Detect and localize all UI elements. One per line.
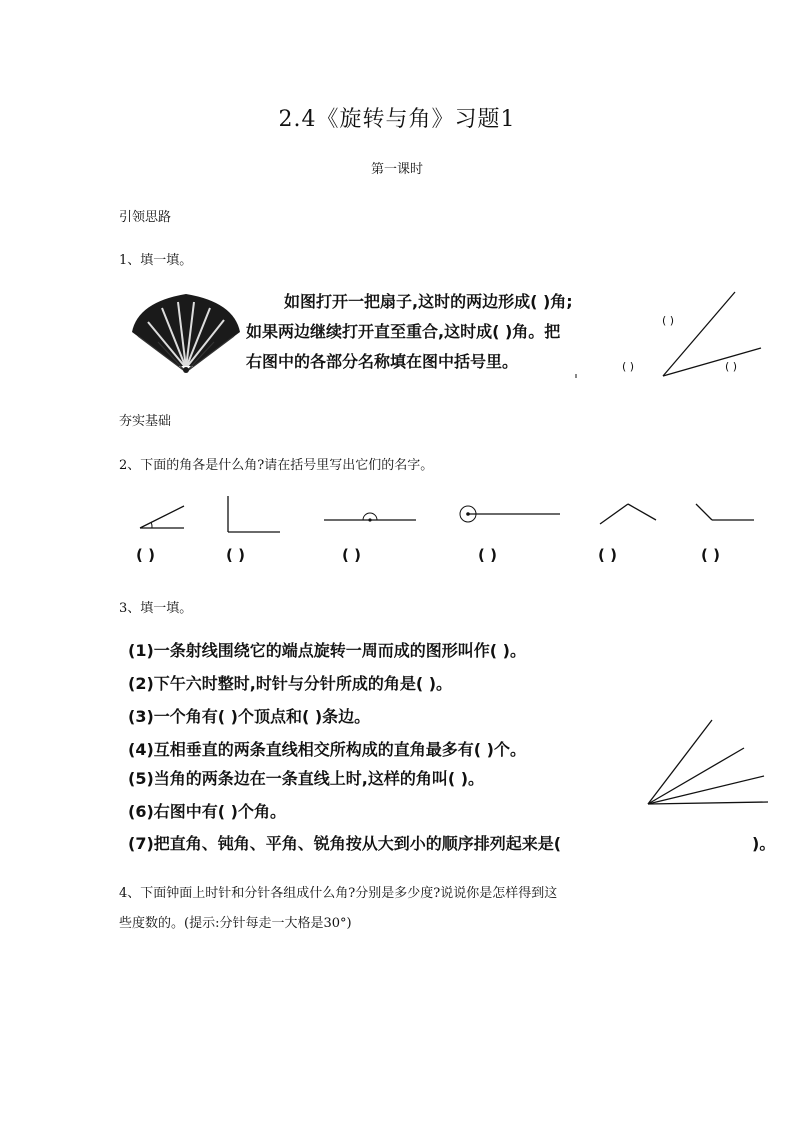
q3-item-7: (7)把直角、钝角、平角、锐角按从大到小的顺序排列起来是( (128, 834, 562, 853)
q1-angle-diagram (575, 290, 775, 380)
q1-text-line2: 如果两边继续打开直至重合,这时成( )角。把 (246, 322, 561, 341)
acute-angle-figure (138, 502, 188, 530)
obtuse-angle-figure-b (694, 500, 756, 526)
section-heading-basics: 夯实基础 (119, 414, 172, 429)
full-angle-figure (456, 502, 562, 528)
q1-label: 1、填一填。 (119, 253, 193, 268)
q2-answer-blank-3[interactable]: ( ) (342, 546, 361, 564)
page-title: 2.4《旋转与角》习题1 (278, 107, 516, 132)
q1-diagram-blank-vertex-side: ( ) (662, 314, 675, 327)
q1-text-line3: 右图中的各部分名称填在图中括号里。 (246, 352, 519, 371)
q3-item-4: (4)互相垂直的两条直线相交所构成的直角最多有( )个。 (128, 740, 526, 759)
right-angle-figure (226, 494, 282, 534)
q2-answer-blank-5[interactable]: ( ) (598, 546, 617, 564)
q1-diagram-blank-side: ( ) (725, 360, 738, 373)
straight-angle-figure (322, 506, 418, 526)
q3-item-1: (1)一条射线围绕它的端点旋转一周而成的图形叫作( )。 (128, 641, 526, 660)
q3-label: 3、填一填。 (119, 601, 193, 616)
q3-item-3: (3)一个角有( )个顶点和( )条边。 (128, 707, 371, 726)
q3-item-6: (6)右图中有( )个角。 (128, 802, 286, 821)
q2-answer-blank-6[interactable]: ( ) (701, 546, 720, 564)
rays-angle-diagram (646, 718, 770, 806)
q3-item-7-end: )。 (752, 834, 776, 853)
section-heading-guide: 引领思路 (119, 210, 172, 225)
q4-text-line1: 4、下面钟面上时针和分针各组成什么角?分别是多少度?说说你是怎样得到这 (119, 886, 558, 901)
q2-answer-blank-2[interactable]: ( ) (226, 546, 245, 564)
q2-answer-blank-1[interactable]: ( ) (136, 546, 155, 564)
q4-text-line2: 些度数的。(提示:分针每走一大格是30°) (119, 916, 352, 931)
q2-answer-blank-4[interactable]: ( ) (478, 546, 497, 564)
q3-item-2: (2)下午六时整时,时针与分针所成的角是( )。 (128, 674, 453, 693)
obtuse-angle-figure-a (598, 500, 658, 528)
q3-item-5: (5)当角的两条边在一条直线上时,这样的角叫( )。 (128, 769, 485, 788)
q1-text-line1: 如图打开一把扇子,这时的两边形成( )角; (284, 292, 573, 311)
fan-illustration (128, 292, 244, 374)
q1-diagram-blank-vertex: ( ) (622, 360, 635, 373)
q2-label: 2、下面的角各是什么角?请在括号里写出它们的名字。 (119, 458, 434, 473)
page-subtitle: 第一课时 (370, 162, 423, 177)
